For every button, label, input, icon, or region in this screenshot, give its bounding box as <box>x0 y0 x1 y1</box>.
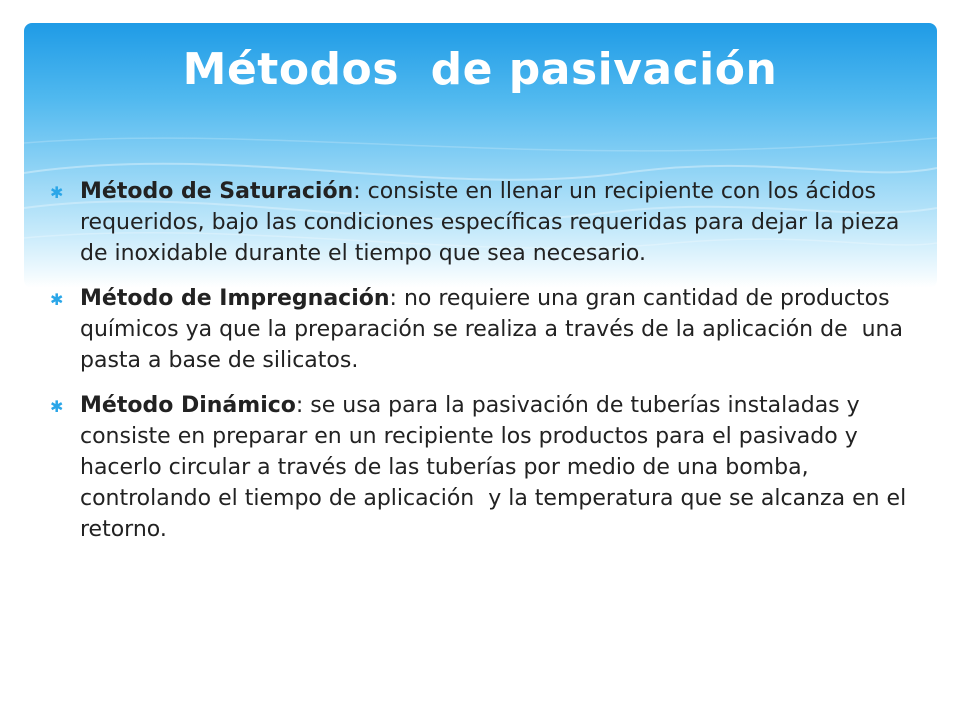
bullet-item-impregnacion <box>50 283 930 376</box>
asterisk-bullet-icon: ✱ <box>50 290 64 309</box>
bullet-term: Método Dinámico <box>80 393 296 418</box>
bullet-term: Método de Impregnación <box>80 286 390 311</box>
bullet-text: : se usa para la pasivación de tuberías instaladas y consiste en preparar en un recipiente los productos para el pasivado y hacerlo circular a través de las tuberías por medio de una bomba, controlando el tiempo de aplicación y la temperatura que se alcanza en el retorno. <box>80 393 914 542</box>
bullet-text: : consiste en llenar un recipiente con los ácidos requeridos, bajo las condiciones específicas requeridas para dejar la pieza de inoxidable durante el tiempo que sea necesario. <box>80 179 907 266</box>
bullet-item-dinamico <box>50 390 930 545</box>
bullet-item-saturacion <box>50 176 930 269</box>
bullet-list <box>50 176 930 559</box>
bullet-text: : no requiere una gran cantidad de productos químicos ya que la preparación se realiza a través de la aplicación de una pasta a base de silicatos. <box>80 286 910 373</box>
asterisk-bullet-icon: ✱ <box>50 183 64 202</box>
bullet-term: Método de Saturación <box>80 179 354 204</box>
asterisk-bullet-icon: ✱ <box>50 397 64 416</box>
slide-title: Métodos de pasivación <box>182 44 778 95</box>
